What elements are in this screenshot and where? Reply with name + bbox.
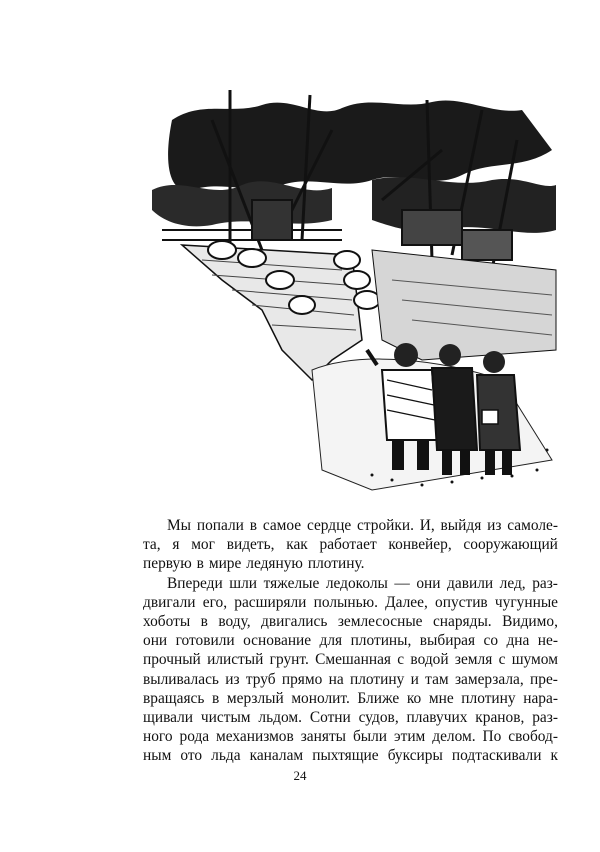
- text-word: тяжелые: [263, 574, 320, 592]
- text-word: рода: [179, 728, 210, 746]
- text-word: первую: [143, 555, 192, 573]
- text-word: я: [172, 536, 180, 554]
- text-word: самое: [262, 517, 302, 534]
- text-word: основание: [243, 632, 312, 650]
- text-line: [143, 516, 558, 535]
- text-word: его,: [202, 593, 228, 611]
- text-word: свобод-: [508, 728, 558, 746]
- text-word: шумом: [511, 651, 558, 669]
- text-word: плотину.: [307, 555, 365, 573]
- text-word: к: [550, 747, 558, 765]
- text-word: мог: [191, 536, 215, 554]
- text-word: самоле-: [507, 517, 558, 534]
- text-line: [143, 631, 558, 650]
- text-word: были: [352, 728, 388, 746]
- text-word: выливалась: [143, 670, 219, 688]
- text-word: мире: [208, 555, 242, 573]
- text-word: чистым: [200, 708, 251, 726]
- text-word: труб: [245, 670, 276, 688]
- text-word: пыхтящие: [312, 747, 379, 765]
- text-word: шли: [229, 574, 258, 592]
- text-word: прочный: [143, 651, 201, 669]
- text-word: Ближе: [357, 689, 400, 707]
- text-word: монолит.: [291, 689, 350, 707]
- text-word: в: [249, 517, 257, 534]
- text-word: видеть,: [226, 536, 275, 554]
- text-word: сооружающий: [463, 536, 558, 554]
- text-word: конвейер,: [388, 536, 452, 554]
- text-word: ото: [180, 747, 203, 765]
- text-word: из: [487, 517, 502, 534]
- text-word: с: [397, 651, 405, 669]
- text-word: подтаскивали: [451, 747, 542, 765]
- text-word: выбирая: [419, 632, 476, 650]
- text-word: они: [143, 632, 168, 650]
- text-word: землесосные: [337, 612, 423, 630]
- text-word: нара-: [523, 689, 558, 707]
- text-word: снаряды.: [432, 612, 492, 630]
- text-word: сердце: [306, 517, 352, 534]
- text-word: судов,: [358, 708, 399, 726]
- text-word: Впереди: [167, 574, 223, 592]
- text-word: пре-: [530, 670, 558, 688]
- text-word: и: [410, 670, 419, 688]
- text-word: прямо: [281, 670, 323, 688]
- text-word: делом.: [432, 728, 476, 746]
- text-word: Сотни: [309, 708, 351, 726]
- text-word: двигали: [143, 593, 196, 611]
- text-word: выйдя: [440, 517, 482, 534]
- text-word: там: [425, 670, 449, 688]
- text-word: не-: [537, 632, 558, 650]
- text-word: та,: [143, 536, 161, 554]
- text-line: [143, 727, 558, 746]
- text-word: в: [196, 555, 204, 573]
- text-word: как: [286, 536, 308, 554]
- text-word: ледяную: [246, 555, 303, 573]
- text-word: полынью.: [313, 593, 378, 611]
- text-line: [143, 612, 558, 631]
- text-word: дна: [506, 632, 530, 650]
- text-word: ко: [406, 689, 422, 707]
- text-word: воду,: [218, 612, 251, 630]
- text-line: [143, 689, 558, 708]
- text-word: грунт.: [269, 651, 309, 669]
- text-word: ным: [143, 747, 172, 765]
- text-word: плотины,: [350, 632, 412, 650]
- text-word: земля: [454, 651, 493, 669]
- text-word: на: [328, 670, 344, 688]
- text-word: Далее,: [385, 593, 428, 611]
- text-word: лед,: [499, 574, 526, 592]
- text-line: [143, 708, 558, 727]
- text-line: [143, 574, 558, 593]
- text-word: этим: [393, 728, 426, 746]
- text-line: [143, 535, 558, 554]
- text-word: льдом.: [258, 708, 302, 726]
- text-word: Видимо,: [502, 612, 558, 630]
- body-text: [143, 516, 558, 765]
- text-word: плотину: [461, 689, 516, 707]
- text-word: водой: [410, 651, 449, 669]
- text-word: попали: [196, 517, 244, 534]
- text-word: ледоколы: [325, 574, 388, 592]
- text-word: щивали: [143, 708, 194, 726]
- text-line: [143, 650, 558, 669]
- text-word: с: [498, 651, 506, 669]
- text-line: [143, 593, 558, 612]
- text-word: Мы: [167, 517, 192, 534]
- text-word: мне: [428, 689, 454, 707]
- text-word: каналам: [249, 747, 304, 765]
- text-word: кранов,: [475, 708, 525, 726]
- text-word: хоботы: [143, 612, 191, 630]
- text-word: в: [200, 612, 208, 630]
- text-word: со: [483, 632, 499, 650]
- construction-illustration: [142, 80, 558, 500]
- text-word: они: [416, 574, 441, 592]
- text-word: По: [482, 728, 502, 746]
- text-line: [143, 670, 558, 689]
- text-word: вращаясь: [143, 689, 205, 707]
- text-word: замерзала,: [454, 670, 524, 688]
- text-word: чугунные: [494, 593, 558, 611]
- text-word: готовили: [175, 632, 235, 650]
- text-word: расширяли: [234, 593, 307, 611]
- text-line: [143, 746, 558, 765]
- text-word: работает: [319, 536, 377, 554]
- text-word: опустив: [435, 593, 488, 611]
- text-word: раз-: [532, 708, 558, 726]
- text-word: плотину: [350, 670, 405, 688]
- text-word: —: [394, 574, 410, 592]
- text-word: механизмов: [216, 728, 294, 746]
- text-word: льда: [211, 747, 241, 765]
- text-word: илистый: [207, 651, 264, 669]
- smoke-clouds: [168, 100, 552, 190]
- text-word: раз-: [532, 574, 558, 592]
- text-word: И,: [419, 517, 435, 534]
- text-line: [143, 554, 558, 573]
- text-word: из: [225, 670, 240, 688]
- text-word: в: [212, 689, 220, 707]
- text-word: плавучих: [406, 708, 468, 726]
- page-number: 24: [293, 768, 307, 783]
- text-word: ного: [143, 728, 173, 746]
- text-word: давили: [447, 574, 494, 592]
- text-word: Смешанная: [315, 651, 391, 669]
- text-word: двигались: [261, 612, 328, 630]
- text-word: для: [319, 632, 343, 650]
- text-word: мерзлый: [226, 689, 284, 707]
- text-word: заняты: [300, 728, 347, 746]
- text-word: буксиры: [387, 747, 443, 765]
- text-word: стройки.: [357, 517, 414, 534]
